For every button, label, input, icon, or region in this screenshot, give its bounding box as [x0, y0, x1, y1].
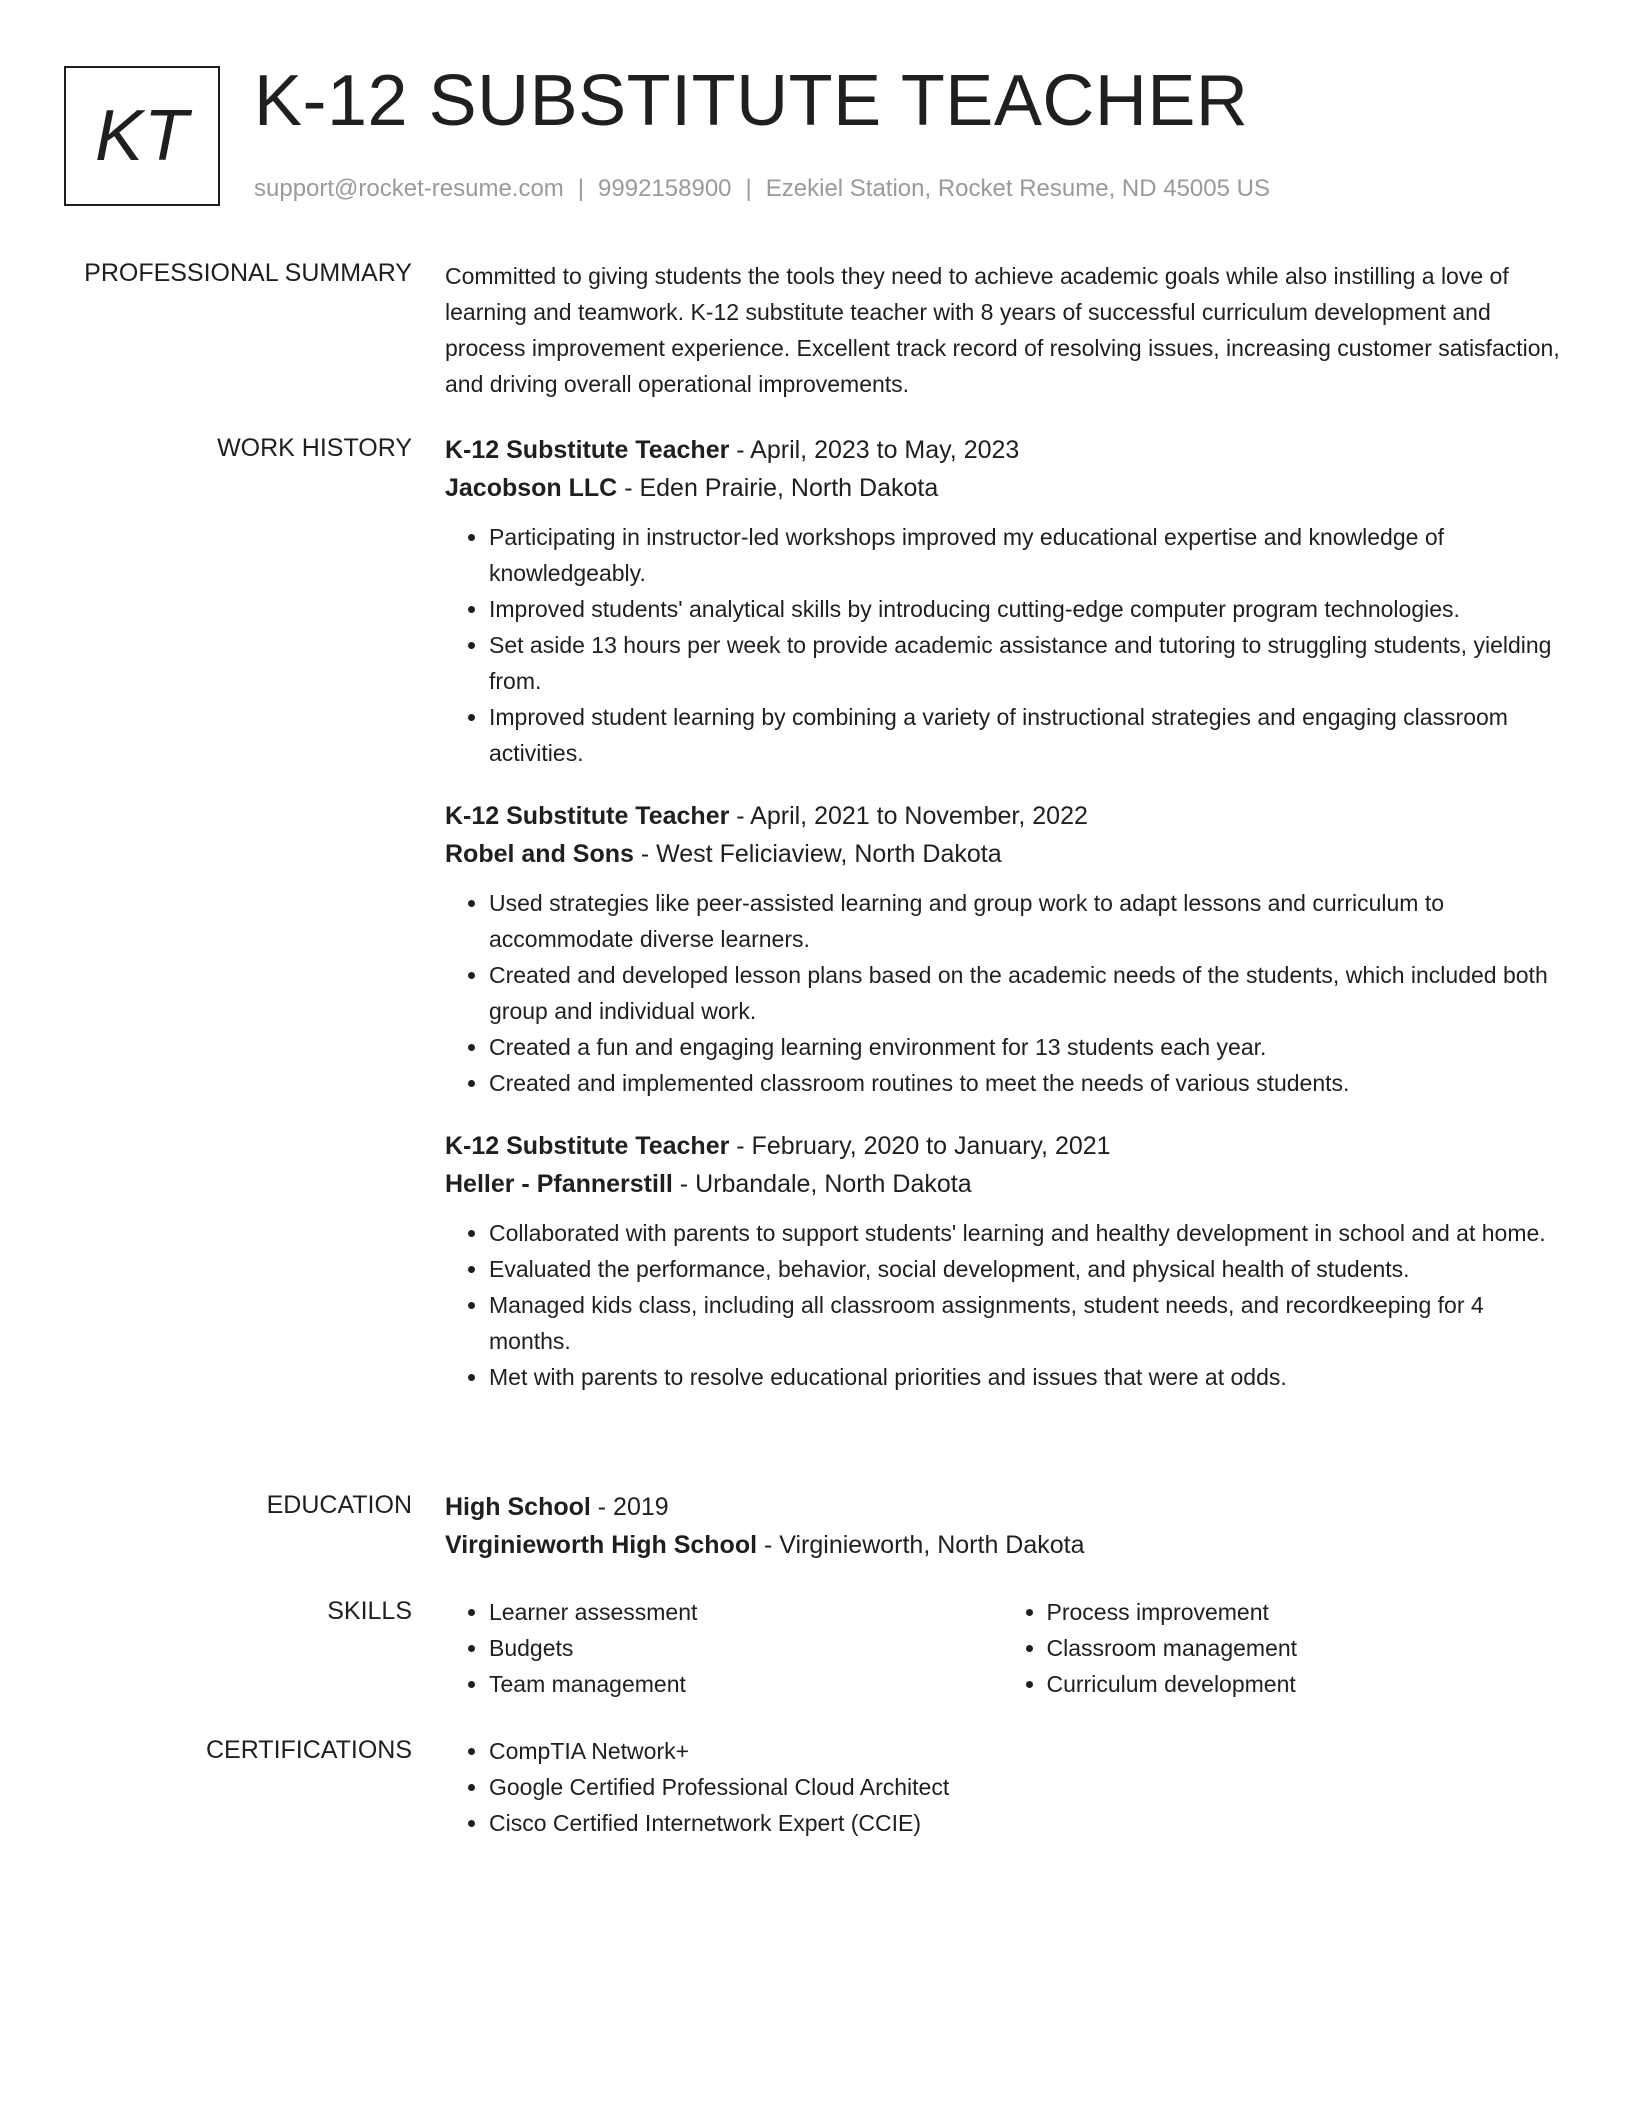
job-company-line [445, 1165, 1560, 1203]
contact-email: support@rocket-resume.com [254, 175, 564, 202]
list-item: • Collaborated with parents to support students' learning and healthy development in school and at home. [489, 1215, 1560, 1251]
skills-grid [445, 1594, 1560, 1702]
list-item: • Classroom management [1047, 1630, 1561, 1666]
summary-text: Committed to giving students the tools they need to achieve academic goals while also instilling a love of learning and teamwork. K-12 substitute teacher with 8 years of successful curriculum development and process improvement experience. Excellent track record of resolving issues, increasing customer satisfaction, and driving overall operational improvements. [445, 263, 1560, 397]
job-bullets [445, 1215, 1560, 1395]
job-dates: - April, 2021 to November, 2022 [729, 802, 1088, 830]
resume-title: K-12 SUBSTITUTE TEACHER [254, 61, 1249, 141]
skills-column-left [445, 1594, 1003, 1702]
contact-separator: | [577, 175, 585, 202]
education-school-line [445, 1526, 1560, 1564]
list-item: • Used strategies like peer-assisted learning and group work to adapt lessons and curriculum to accommodate diverse learners. [489, 885, 1560, 957]
job-role: K-12 Substitute Teacher [445, 1132, 730, 1160]
job-company-line [445, 469, 1560, 507]
list-item: • Process improvement [1047, 1594, 1561, 1630]
job-entry [445, 431, 1560, 771]
section-label-education: EDUCATION [266, 1491, 412, 1519]
list-item: • Google Certified Professional Cloud Architect [489, 1769, 1560, 1805]
list-item: • Cisco Certified Internetwork Expert (CCIE) [489, 1805, 1560, 1841]
job-company: Jacobson LLC [445, 474, 618, 502]
list-item: • Curriculum development [1047, 1666, 1561, 1702]
contact-address: Ezekiel Station, Rocket Resume, ND 45005 US [765, 175, 1270, 202]
monogram-badge [64, 66, 220, 206]
list-item: • Evaluated the performance, behavior, social development, and physical health of students. [489, 1251, 1560, 1287]
contact-separator: | [745, 175, 752, 202]
list-item: • Improved student learning by combining a variety of instructional strategies and engaging classroom activities. [489, 699, 1560, 771]
list-item: • Set aside 13 hours per week to provide academic assistance and tutoring to struggling students, yielding from. [489, 627, 1560, 699]
section-label-certifications: CERTIFICATIONS [205, 1736, 412, 1764]
job-company-line [445, 835, 1560, 873]
education-degree: High School [445, 1493, 591, 1521]
list-item: • Participating in instructor-led workshops improved my educational expertise and knowledge of knowledgeably. [489, 519, 1560, 591]
education-year: - 2019 [590, 1493, 669, 1521]
skills-column-right [1003, 1594, 1561, 1702]
education-school: Virginieworth High School [445, 1531, 758, 1559]
job-bullets [445, 519, 1560, 771]
education-location: - Virginieworth, North Dakota [757, 1531, 1085, 1559]
job-company: Heller - Pfannerstill [445, 1170, 673, 1198]
list-item: • Created and developed lesson plans based on the academic needs of the students, which included both group and individual work. [489, 957, 1560, 1029]
section-label-skills: SKILLS [327, 1597, 412, 1625]
contact-phone: 9992158900 [598, 175, 732, 202]
job-title-line [445, 797, 1560, 835]
job-entry [445, 1127, 1560, 1395]
list-item: • Created a fun and engaging learning environment for 13 students each year. [489, 1029, 1560, 1065]
list-item: • Budgets [489, 1630, 1003, 1666]
job-location: - West Feliciaview, North Dakota [633, 840, 1002, 868]
job-dates: - February, 2020 to January, 2021 [729, 1132, 1111, 1160]
job-bullets [445, 885, 1560, 1101]
job-entry [445, 797, 1560, 1101]
job-location: - Urbandale, North Dakota [672, 1170, 972, 1198]
list-item: • Team management [489, 1666, 1003, 1702]
job-role: K-12 Substitute Teacher [445, 802, 730, 830]
list-item: • CompTIA Network+ [489, 1733, 1560, 1769]
list-item: • Created and implemented classroom routines to meet the needs of various students. [489, 1065, 1560, 1101]
certifications-list [445, 1733, 1560, 1841]
contact-line [254, 174, 1270, 204]
education-degree-line [445, 1488, 1560, 1526]
list-item: • Met with parents to resolve educational priorities and issues that were at odds. [489, 1359, 1560, 1395]
monogram-text: KT [94, 96, 189, 176]
list-item: • Learner assessment [489, 1594, 1003, 1630]
section-label-summary: PROFESSIONAL SUMMARY [84, 259, 412, 287]
job-title-line [445, 431, 1560, 469]
job-location: - Eden Prairie, North Dakota [617, 474, 939, 502]
section-label-work: WORK HISTORY [217, 434, 412, 462]
job-dates: - April, 2023 to May, 2023 [729, 436, 1020, 464]
job-role: K-12 Substitute Teacher [445, 436, 730, 464]
job-company: Robel and Sons [445, 840, 634, 868]
job-title-line [445, 1127, 1560, 1165]
list-item: • Managed kids class, including all classroom assignments, student needs, and recordkeeping for 4 months. [489, 1287, 1560, 1359]
list-item: • Improved students' analytical skills by introducing cutting-edge computer program technologies. [489, 591, 1560, 627]
